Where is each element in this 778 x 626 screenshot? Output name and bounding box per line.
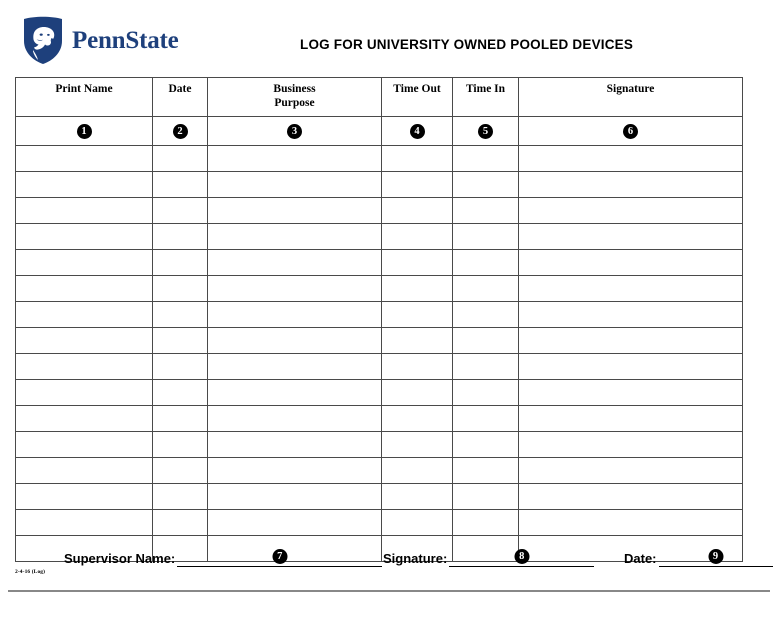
table-row <box>16 380 743 406</box>
log-entry-cell[interactable] <box>382 250 453 276</box>
log-entry-cell[interactable] <box>519 458 743 484</box>
supervisor-date-label: Date: <box>624 551 657 566</box>
table-row <box>16 458 743 484</box>
log-entry-cell[interactable] <box>153 380 208 406</box>
log-entry-cell[interactable] <box>153 406 208 432</box>
revision-code: 2-4-16 (Log) <box>15 569 46 575</box>
log-entry-cell[interactable] <box>16 328 153 354</box>
log-entry-cell[interactable] <box>16 198 153 224</box>
log-entry-cell[interactable] <box>208 146 382 172</box>
table-row <box>16 406 743 432</box>
table-row <box>16 354 743 380</box>
log-entry-cell[interactable] <box>453 250 519 276</box>
table-row <box>16 432 743 458</box>
log-entry-cell[interactable] <box>382 510 453 536</box>
log-entry-cell[interactable] <box>16 276 153 302</box>
log-entry-cell[interactable] <box>519 406 743 432</box>
log-entry-cell[interactable] <box>453 172 519 198</box>
column-header-business-purpose-line2: Purpose <box>274 96 315 109</box>
log-entry-cell[interactable] <box>382 276 453 302</box>
log-entry-cell[interactable] <box>519 302 743 328</box>
table-row <box>16 146 743 172</box>
log-entry-cell[interactable] <box>208 328 382 354</box>
log-entry-cell[interactable] <box>382 198 453 224</box>
document-header <box>0 0 778 74</box>
log-entry-cell[interactable] <box>382 380 453 406</box>
table-row <box>16 276 743 302</box>
table-header-row <box>16 78 743 117</box>
log-entry-cell[interactable] <box>519 354 743 380</box>
penn-state-logo <box>22 15 179 65</box>
table-row <box>16 302 743 328</box>
log-entry-cell[interactable] <box>208 458 382 484</box>
log-entry-cell[interactable] <box>519 198 743 224</box>
log-entry-cell[interactable] <box>453 380 519 406</box>
log-entry-cell[interactable] <box>453 406 519 432</box>
badge-cell-signature <box>519 117 743 146</box>
footer-signature-fields <box>0 549 778 573</box>
log-entry-cell[interactable] <box>208 406 382 432</box>
supervisor-name-input[interactable] <box>177 549 382 567</box>
log-entry-cell[interactable] <box>153 328 208 354</box>
log-entry-cell[interactable] <box>453 432 519 458</box>
log-entry-cell[interactable] <box>382 458 453 484</box>
supervisor-name-label: Supervisor Name: <box>64 551 176 566</box>
log-entry-cell[interactable] <box>519 172 743 198</box>
page-bottom-rule <box>8 590 770 592</box>
table-row <box>16 224 743 250</box>
log-entry-cell[interactable] <box>153 198 208 224</box>
log-entry-cell[interactable] <box>208 224 382 250</box>
step-badge-4: 4 <box>410 124 425 139</box>
supervisor-date-input[interactable] <box>659 549 773 567</box>
step-badge-8: 8 <box>514 549 529 564</box>
log-entry-cell[interactable] <box>153 484 208 510</box>
page-title: LOG FOR UNIVERSITY OWNED POOLED DEVICES <box>300 37 634 52</box>
step-badge-6: 6 <box>623 124 638 139</box>
column-header-business-purpose-line1: Business <box>273 83 316 95</box>
table-row <box>16 172 743 198</box>
badge-cell-business-purpose <box>208 117 382 146</box>
log-entry-cell[interactable] <box>16 302 153 328</box>
log-entry-cell[interactable] <box>519 510 743 536</box>
supervisor-signature-input[interactable] <box>449 549 594 567</box>
column-header-business-purpose <box>208 78 382 117</box>
table-row <box>16 250 743 276</box>
log-entry-cell[interactable] <box>208 172 382 198</box>
table-row <box>16 484 743 510</box>
step-badge-2: 2 <box>173 124 188 139</box>
log-entry-cell[interactable] <box>208 250 382 276</box>
log-entry-cell[interactable] <box>153 146 208 172</box>
log-entry-cell[interactable] <box>16 380 153 406</box>
log-entry-cell[interactable] <box>382 406 453 432</box>
table-row <box>16 510 743 536</box>
log-entry-cell[interactable] <box>453 354 519 380</box>
log-entry-cell[interactable] <box>453 224 519 250</box>
log-entry-cell[interactable] <box>208 354 382 380</box>
badge-cell-time-in <box>453 117 519 146</box>
log-entry-cell[interactable] <box>453 198 519 224</box>
log-entry-cell[interactable] <box>519 328 743 354</box>
log-entry-cell[interactable] <box>453 484 519 510</box>
log-entry-cell[interactable] <box>382 224 453 250</box>
column-header-print-name: Print Name <box>16 78 153 117</box>
step-badge-1: 1 <box>77 124 92 139</box>
log-entry-cell[interactable] <box>153 276 208 302</box>
log-entry-cell[interactable] <box>208 380 382 406</box>
log-entry-cell[interactable] <box>16 354 153 380</box>
log-entry-cell[interactable] <box>208 302 382 328</box>
log-entry-cell[interactable] <box>382 302 453 328</box>
step-badge-3: 3 <box>287 124 302 139</box>
log-entry-cell[interactable] <box>382 172 453 198</box>
log-entry-cell[interactable] <box>153 250 208 276</box>
log-entry-cell[interactable] <box>16 510 153 536</box>
table-row <box>16 198 743 224</box>
column-header-signature: Signature <box>519 78 743 117</box>
log-entry-cell[interactable] <box>453 510 519 536</box>
log-entry-cell[interactable] <box>208 510 382 536</box>
device-log-table <box>15 77 743 562</box>
log-entry-cell[interactable] <box>153 302 208 328</box>
log-entry-cell[interactable] <box>16 406 153 432</box>
log-entry-cell[interactable] <box>519 432 743 458</box>
step-badge-7: 7 <box>272 549 287 564</box>
column-header-time-in: Time In <box>453 78 519 117</box>
log-entry-cell[interactable] <box>382 146 453 172</box>
log-entry-cell[interactable] <box>16 432 153 458</box>
log-entry-cell[interactable] <box>153 172 208 198</box>
log-entry-cell[interactable] <box>16 146 153 172</box>
log-entry-cell[interactable] <box>453 458 519 484</box>
supervisor-signature-label: Signature: <box>383 551 448 566</box>
log-entry-cell[interactable] <box>153 510 208 536</box>
log-entry-cell[interactable] <box>153 458 208 484</box>
supervisor-date-field[interactable] <box>624 549 773 567</box>
log-entry-cell[interactable] <box>16 224 153 250</box>
log-entry-cell[interactable] <box>16 458 153 484</box>
log-entry-cell[interactable] <box>519 484 743 510</box>
log-entry-cell[interactable] <box>382 328 453 354</box>
log-entry-cell[interactable] <box>453 328 519 354</box>
penn-state-shield-icon <box>22 15 64 65</box>
log-entry-cell[interactable] <box>16 172 153 198</box>
supervisor-name-field[interactable] <box>64 549 382 567</box>
log-entry-cell[interactable] <box>519 224 743 250</box>
log-entry-cell[interactable] <box>153 224 208 250</box>
badge-cell-date <box>153 117 208 146</box>
log-entry-cell[interactable] <box>519 276 743 302</box>
log-entry-cell[interactable] <box>382 432 453 458</box>
log-entry-cell[interactable] <box>453 302 519 328</box>
log-entry-cell[interactable] <box>16 484 153 510</box>
log-entry-cell[interactable] <box>519 146 743 172</box>
step-badge-5: 5 <box>478 124 493 139</box>
log-entry-cell[interactable] <box>153 432 208 458</box>
log-entry-cell[interactable] <box>153 354 208 380</box>
supervisor-signature-field[interactable] <box>383 549 594 567</box>
log-entry-cell[interactable] <box>208 432 382 458</box>
log-entry-cell[interactable] <box>453 276 519 302</box>
column-header-time-out: Time Out <box>382 78 453 117</box>
table-badge-row <box>16 117 743 146</box>
badge-cell-time-out <box>382 117 453 146</box>
log-entry-cell[interactable] <box>519 250 743 276</box>
log-entry-cell[interactable] <box>208 198 382 224</box>
badge-cell-print-name <box>16 117 153 146</box>
column-header-date: Date <box>153 78 208 117</box>
log-entry-cell[interactable] <box>519 380 743 406</box>
table-row <box>16 328 743 354</box>
log-entry-cell[interactable] <box>16 250 153 276</box>
log-entry-cell[interactable] <box>382 484 453 510</box>
log-entry-cell[interactable] <box>382 354 453 380</box>
log-entry-cell[interactable] <box>208 276 382 302</box>
penn-state-wordmark: PennState <box>72 26 179 54</box>
log-entry-cell[interactable] <box>453 146 519 172</box>
log-entry-cell[interactable] <box>208 484 382 510</box>
step-badge-9: 9 <box>708 549 723 564</box>
